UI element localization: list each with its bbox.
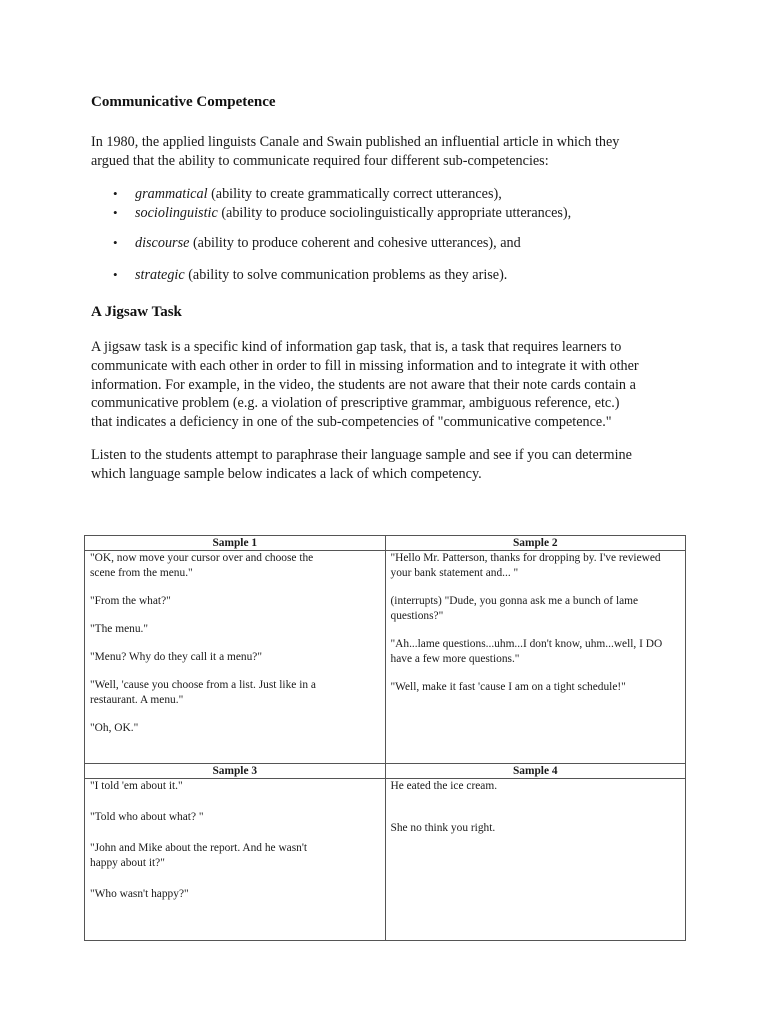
- sample-3-cell: [85, 779, 386, 941]
- sentence-line: He eated the ice cream.: [390, 780, 498, 792]
- list-item: [113, 205, 571, 222]
- dialogue-line: "Menu? Why do they call it a menu?": [90, 651, 262, 663]
- sample-1-header: Sample 1: [85, 536, 386, 551]
- jigsaw-paragraph: [91, 338, 691, 432]
- list-item: [113, 235, 521, 252]
- dialogue-line: "John and Mike about the report. And he wasn't happy about it?": [90, 842, 308, 869]
- jigsaw-line: A jigsaw task is a specific kind of information gap task, that is, a task that requires learners to: [91, 339, 622, 355]
- competency-description: (ability to solve communication problems as they arise).: [184, 267, 508, 283]
- sample-4-cell: [385, 779, 686, 941]
- competency-description: (ability to create grammatically correct utterances),: [207, 186, 502, 202]
- dialogue-line: "Hello Mr. Patterson, thanks for dropping by. I've reviewed your bank statement and... ": [390, 552, 661, 579]
- dialogue-line: "Well, 'cause you choose from a list. Just like in a restaurant. A menu.": [90, 679, 316, 706]
- dialogue-line: "Who wasn't happy?": [90, 888, 189, 900]
- dialogue-line: "Well, make it fast 'cause I am on a tight schedule!": [390, 681, 626, 693]
- listen-paragraph: [91, 446, 691, 484]
- intro-paragraph: [91, 133, 691, 171]
- competency-term: sociolinguistic: [135, 205, 218, 221]
- bullet-icon: •: [113, 186, 118, 201]
- dialogue-line: "I told 'em about it.": [90, 780, 183, 792]
- sample-2-cell: [385, 551, 686, 764]
- table-row: [85, 764, 686, 779]
- heading-jigsaw-task: A Jigsaw Task: [91, 304, 182, 320]
- jigsaw-line: that indicates a deficiency in one of the sub-competencies of "communicative competence.": [91, 414, 612, 431]
- competency-term: grammatical: [135, 186, 208, 202]
- sample-4-header: Sample 4: [385, 764, 686, 779]
- dialogue-line: "OK, now move your cursor over and choose the scene from the menu.": [90, 552, 314, 579]
- competency-description: (ability to produce coherent and cohesive utterances), and: [189, 235, 521, 251]
- jigsaw-line: communicative problem (e.g. a violation of prescriptive grammar, ambiguous reference, etc.): [91, 395, 620, 412]
- samples-table: [84, 535, 686, 941]
- sample-3-header: Sample 3: [85, 764, 386, 779]
- competency-description: (ability to produce sociolinguistically appropriate utterances),: [217, 205, 572, 221]
- listen-line: which language sample below indicates a lack of which competency.: [91, 465, 482, 482]
- table-row: [85, 536, 686, 551]
- table-row: [85, 551, 686, 764]
- dialogue-line: "Told who about what? ": [90, 811, 204, 823]
- sample-1-cell: [85, 551, 386, 764]
- sentence-line: She no think you right.: [390, 822, 496, 834]
- jigsaw-line: communicate with each other in order to fill in missing information and to integrate it with other: [91, 357, 639, 374]
- bullet-icon: •: [113, 267, 118, 282]
- competency-term: discourse: [135, 235, 190, 251]
- heading-communicative-competence: Communicative Competence: [91, 94, 276, 110]
- dialogue-line: "Ah...lame questions...uhm...I don't know, uhm...well, I DO have a few more questions.": [390, 638, 663, 665]
- bullet-icon: •: [113, 235, 118, 250]
- dialogue-line: "The menu.": [90, 623, 149, 635]
- sample-2-header: Sample 2: [385, 536, 686, 551]
- bullet-icon: •: [113, 205, 118, 220]
- dialogue-line: (interrupts) "Dude, you gonna ask me a bunch of lame questions?": [390, 595, 639, 622]
- jigsaw-line: information. For example, in the video, the students are not aware that their note cards contain a: [91, 376, 636, 393]
- intro-line: argued that the ability to communicate required four different sub-competencies:: [91, 152, 549, 169]
- list-item: [113, 186, 502, 203]
- list-item: [113, 267, 507, 284]
- intro-line: In 1980, the applied linguists Canale and Swain published an influential article in which they: [91, 134, 620, 150]
- dialogue-line: "From the what?": [90, 595, 171, 607]
- table-row: [85, 779, 686, 941]
- dialogue-line: "Oh, OK.": [90, 722, 139, 734]
- competency-term: strategic: [135, 267, 185, 283]
- listen-line: Listen to the students attempt to paraphrase their language sample and see if you can determine: [91, 447, 632, 463]
